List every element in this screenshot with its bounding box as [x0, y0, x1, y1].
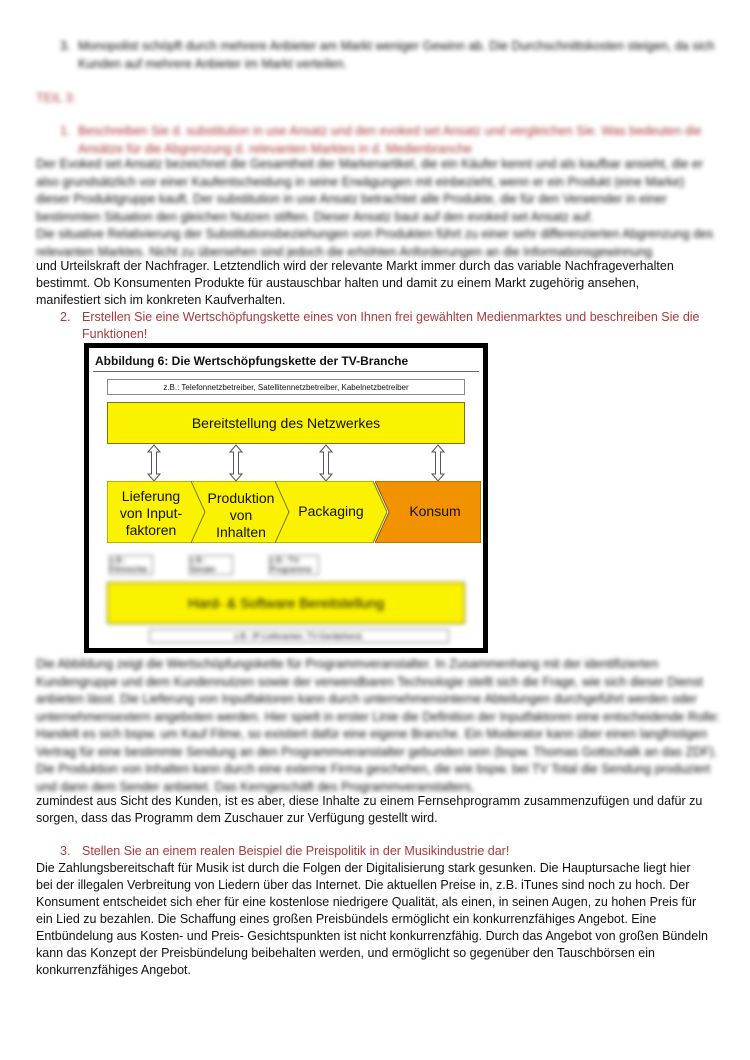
double-arrow-icon [431, 444, 445, 482]
double-arrow-icon [229, 444, 243, 482]
question-number: 2. [60, 310, 71, 324]
text-line: zumindest aus Sicht des Kunden, ist es aber, diese Inhalte zu einem Fernsehprogramm zusammenzufügen und dafür zu [36, 794, 703, 808]
stage-label: Produktion von Inhalten [207, 490, 275, 540]
question-number: 1. [60, 124, 71, 138]
example-label: z.B.: Telefonnetzbetreiber, Satellitennetzbetreiber, Kabelnetzbetreiber [107, 379, 465, 395]
paragraph: Die Abbildung zeigt die Wertschöpfungskette für Programmveranstalter. In Zusammenhang mit der identifizierten Kundengruppe und dem Kundennutzen sowie der verwendbaren Technologie stellt sich die Frage, wie sich dieser Dienst anbieten lässt. Die Lieferung von Inputfaktoren kann durch unternehmensinterne Abteilungen durchgeführt werden oder unternehmensextern angeboten werden. Hier spielt in erster Linie die Definition der Inputfaktoren eine entscheidende Rolle: Handelt es sich bspw. um Kauf Filme, so existiert dafür eine eigene Branche. Ein Moderator kann über einen langfristigen Vertrag für eine bestimmte Sendung an den Programmveranstalter gebunden sein (bspw. Thomas Gottschalk an das ZDF). Die Produktion von Inhalten kann durch eine externe Firma geschehen, die wie bspw. bei TV Total die Sendung produziert und dann dem Sender anbietet. Das Kerngeschäft des Programmveranstalters, [36, 657, 720, 794]
text-line: kann das Konzept der Preisbündelung beibehalten werden, und ermöglicht so gegenüber den Tauschbörsen ein [36, 946, 655, 960]
stage-label: Lieferung von Input-faktoren [119, 488, 183, 538]
question-text: Beschreiben Sie d. substitution in use Ansatz und den evoked set Ansatz und vergleichen Sie. Was bedeuten die Ansätze für die Abgrenzung d. relevanten Marktes in d. Medienbranche [78, 124, 702, 156]
text-line: Konsument entscheidet sich eher für eine kostenlose niedrigere Qualität, als einen, in seinen Augen, zu hohen Preis für [36, 895, 697, 909]
hardware-software-box: Hard- & Software Bereitstellung [107, 582, 465, 624]
text-line: Entbündelung aus Kosten- und Preis- Gesichtspunkten ist nicht konkurrenzfähig. Durch das Angebot von großen Bündeln [36, 929, 708, 943]
double-arrow-icon [147, 444, 161, 482]
example-label: z.B.: TV-Programme [269, 555, 319, 575]
example-label: z.B.: Filmrechte [109, 555, 153, 575]
example-label: z.B.: IP-Lieferanten, TV-Geräteherst. [149, 629, 449, 643]
text-line: konkurrenzfähiges Angebot. [36, 963, 191, 977]
item-number: 3. [60, 39, 71, 53]
text-line: ein Lied zu bezahlen. Die Schaffung eines großen Preisbündels ermöglicht ein konkurrenzfähiges Angebot. Eine [36, 912, 657, 926]
question-text: Funktionen! [82, 327, 148, 341]
stage-label: Konsum [409, 503, 461, 519]
double-arrow-icon [319, 444, 333, 482]
text-line: manifestiert sich im konkreten Kaufverhalten. [36, 293, 286, 307]
question-text: Stellen Sie an einem realen Beispiel die Preispolitik in der Musikindustrie dar! [82, 844, 510, 858]
divider [93, 371, 479, 372]
text-line: bestimmt. Ob Konsumenten Produkte für austauschbar halten und damit zu einem Markt zugehörig ansehen, [36, 276, 640, 290]
question-number: 3. [60, 844, 71, 858]
text-line: sorgen, dass das Programm dem Zuschauer zur Verfügung gestellt wird. [36, 811, 438, 825]
paragraph: Der Evoked set Ansatz bezeichnet die Gesamtheit der Markenartikel, die ein Käufer kennt und als kaufbar ansieht, die er also grundsätzlich vor einer Kaufentscheidung in seine Erwägungen mit einbezieht, wenn er ein Produkt (eine Marke) dieser Produktgruppe kauft. Der substitution in use Ansatz betrachtet alle Produkte, die für den Verwender in einer bestimmten Situation den gleichen Nutzen stiften. Dieser Ansatz baut auf den evoked set Ansatz auf. [36, 157, 704, 224]
value-chain-figure [84, 343, 488, 653]
text-line: Die Zahlungsbereitschaft für Musik ist durch die Folgen der Digitalisierung stark gesunken. Die Hauptursache liegt hier [36, 861, 691, 875]
example-label: z.B.: Sender [189, 555, 233, 575]
paragraph: Die situative Relativierung der Substitutionsbeziehungen von Produkten führt zu einer sehr differenzierten Abgrenzung des relevanten Marktes. Nicht zu übersehen sind jedoch die erhöhten Anforderungen an die Informationsgewinnung [36, 227, 714, 259]
network-box: Bereitstellung des Netzwerkes [107, 402, 465, 444]
text-line: und Urteilskraft der Nachfrager. Letztendlich wird der relevante Markt immer durch das variable Nachfrageverhalten [36, 259, 674, 273]
text-line: bei der illegalen Verbreitung von Liedern über das Internet. Die aktuellen Preise in, z.B. iTunes sind noch zu hoch. Der [36, 878, 690, 892]
section-heading: TEIL 3: [36, 91, 76, 105]
item-text: Monopolist schöpft durch mehrere Anbieter am Markt weniger Gewinn ab. Die Durchschnittskosten steigen, da sich Kunden auf mehrere Anbieter im Markt verteilen. [78, 39, 715, 71]
stage-label: Packaging [298, 503, 364, 519]
figure-title: Abbildung 6: Die Wertschöpfungskette der TV-Branche [95, 354, 409, 368]
question-text: Erstellen Sie eine Wertschöpfungskette eines von Ihnen frei gewählten Medienmarktes und beschreiben Sie die [82, 310, 700, 324]
